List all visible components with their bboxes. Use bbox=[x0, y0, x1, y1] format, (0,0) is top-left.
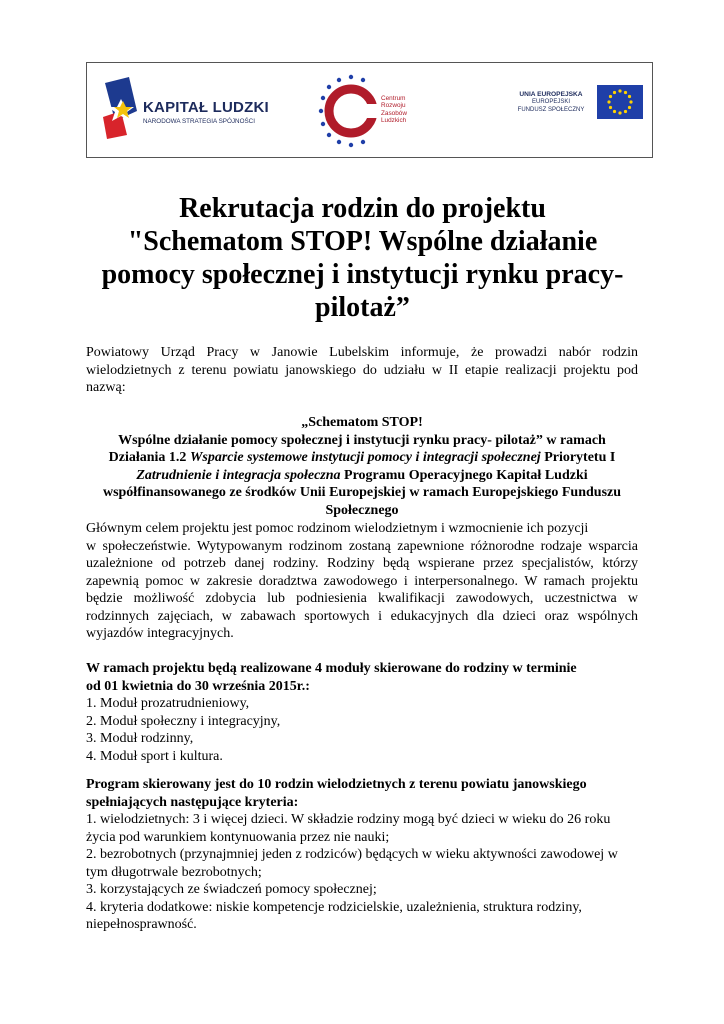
crzl-line: Zasobów bbox=[381, 109, 407, 117]
title-line: pomocy społecznej i instytucji rynku pracy- bbox=[101, 259, 624, 290]
intro-paragraph: Powiatowy Urząd Pracy w Janowie Lubelskim informuje, że prowadzi nabór rodzin wielodzietnych z terenu powiatu janowskiego do udziału w II etapie realizacji projektu pod nazwą: bbox=[86, 345, 638, 395]
goal-first-line: Głównym celem projektu jest pomoc rodzinom wielodzietnym i wzmocnienie ich pozycji bbox=[86, 521, 589, 536]
crzl-line: Centrum bbox=[381, 95, 406, 102]
kapital-ludzki-logo bbox=[101, 77, 271, 141]
eu-sub2: FUNDUSZ SPOŁECZNY bbox=[517, 107, 585, 113]
crzl-emblem-icon bbox=[317, 71, 381, 151]
kapital-ludzki-subtitle: NARODOWA STRATEGIA SPÓJNOŚCI bbox=[143, 118, 255, 125]
criteria-item: 2. bezrobotnych (przynajmniej jeden z rodziców) będących w wieku aktywności zawodowej w tym długotrwale bezrobotnych; bbox=[86, 847, 618, 880]
criteria-heading: spełniających następujące kryteria: bbox=[86, 794, 299, 810]
title-line: Rekrutacja rodzin do projektu bbox=[179, 193, 546, 224]
modules-heading: od 01 kwietnia do 30 września 2015r.: bbox=[86, 678, 310, 694]
eu-flag-icon bbox=[597, 85, 643, 119]
eu-title: UNIA EUROPEJSKA bbox=[519, 91, 583, 98]
criteria-item: 1. wielodzietnych: 3 i więcej dzieci. W składzie rodziny mogą być dzieci w wieku do 26 roku życia pod warunkiem kontynuowania przez nie nauki; bbox=[86, 812, 611, 845]
kapital-ludzki-name: KAPITAŁ LUDZKI bbox=[143, 99, 269, 116]
project-line: współfinansowanego ze środków Unii Europejskiej w ramach Europejskiego Funduszu bbox=[102, 485, 622, 500]
module-item: 2. Moduł społeczny i integracyjny, bbox=[86, 713, 281, 729]
priority-label: Priorytetu I bbox=[540, 450, 616, 465]
project-line bbox=[86, 467, 638, 485]
module-item: 3. Moduł rodzinny, bbox=[86, 731, 194, 746]
eu-sub1: EUROPEJSKI bbox=[531, 99, 570, 105]
criteria-item: 4. kryteria dodatkowe: niskie kompetencje rodzicielskie, uzależnienia, struktura rodziny, niepełnosprawność. bbox=[86, 899, 582, 932]
programme-name: Programu Operacyjnego Kapitał Ludzki bbox=[340, 467, 588, 483]
modules-heading: W ramach projektu będą realizowane 4 moduły skierowane do rodziny w terminie bbox=[86, 661, 577, 676]
criteria-section bbox=[86, 776, 638, 934]
project-line: „Schematom STOP! bbox=[301, 415, 423, 430]
action-name: Wsparcie systemowe instytucji pomocy i integracji społecznej bbox=[189, 450, 541, 465]
criteria-item: 3. korzystających ze świadczeń pomocy społecznej; bbox=[86, 882, 377, 897]
criteria-heading: Program skierowany jest do 10 rodzin wielodzietnych z terenu powiatu janowskiego bbox=[86, 777, 587, 792]
goal-text: w społeczeństwie. Wytypowanym rodzinom zostaną zapewnione różnorodne rodzaje wsparcia uzależnione od potrzeb danej rodziny. Rodziny będą wspierane przez specjalistów, którzy zapewnią pomoc w zakresie doradztwa zawodowego i interpersonalnego. W ramach projektu będzie możliwość zdobycia lub podniesienia kwalifikacji zawodowych, uczestnictwa w rodzinnych zajęciach, w zabawach sportowych i edukacyjnych dla dzieci oraz wspólnych wyjazdów integracyjnych. bbox=[86, 538, 638, 641]
page-title bbox=[86, 192, 639, 324]
project-line bbox=[86, 449, 638, 467]
crzl-line: Rozwoju bbox=[381, 102, 406, 110]
priority-name: Zatrudnienie i integracja społeczna bbox=[136, 467, 341, 483]
logo-banner bbox=[86, 62, 653, 158]
project-line: Społecznego bbox=[325, 502, 399, 518]
module-item: 4. Moduł sport i kultura. bbox=[86, 748, 223, 764]
goal-paragraph bbox=[86, 520, 638, 643]
modules-section bbox=[86, 660, 638, 765]
action-label: Działania 1.2 bbox=[108, 450, 190, 465]
crzl-text bbox=[381, 95, 407, 125]
module-item: 1. Moduł prozatrudnieniowy, bbox=[86, 696, 250, 711]
project-line: Wspólne działanie pomocy społecznej i instytucji rynku pracy- pilotaż” w ramach bbox=[118, 432, 606, 448]
title-line: pilotaż” bbox=[315, 292, 410, 323]
crzl-line: Ludzkich bbox=[381, 117, 407, 125]
eu-logo bbox=[505, 85, 645, 137]
project-block bbox=[86, 414, 638, 519]
crzl-logo bbox=[317, 71, 437, 151]
kapital-ludzki-emblem-icon bbox=[101, 77, 141, 141]
title-line: "Schematom STOP! Wspólne działanie bbox=[127, 226, 598, 257]
